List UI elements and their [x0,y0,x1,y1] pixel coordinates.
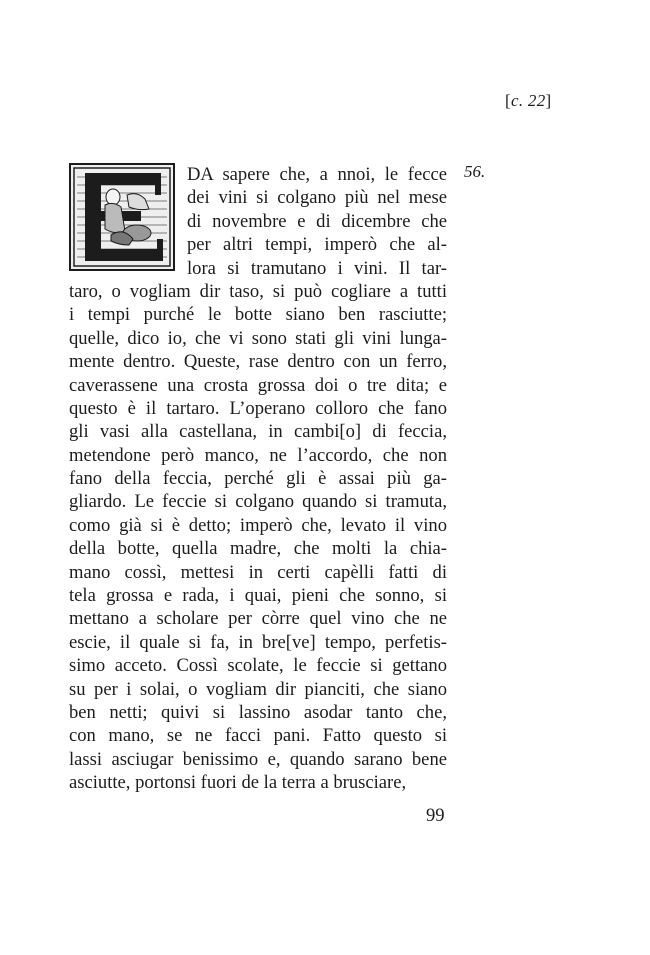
paragraph-line: fano della feccia, perché gli è assai più ga- [69,468,447,490]
paragraph-line: taro, o vogliam dir taso, si può cogliare a tutti [69,280,447,302]
paragraph-line: DA sapere che, a nnoi, le fecce [187,164,447,185]
folio-reference: [c. 22] [505,91,552,110]
paragraph-line: mettano a scholare per còrre quel vino che ne [69,608,447,630]
paragraph-line: su per i solai, o vogliam dir pianciti, che siano [69,678,447,700]
section-number: 56. [464,162,486,181]
paragraph-line: metendone però manco, ne l’accordo, che non [69,444,447,466]
folio-reference-text: c. 22 [510,91,546,110]
paragraph-line: i tempi purché le botte siano ben rasciutte; [69,304,447,326]
paragraph-line: mano cossì, mettesi in certi capèlli fatti di [69,561,447,583]
paragraph-line: per altri tempi, imperò che al- [187,234,447,256]
paragraph-line: con mano, se ne facci pani. Fatto questo si [69,725,447,747]
paragraph-line: lora si tramutano i vini. Il tar- [187,257,447,279]
paragraph-line: simo acceto. Cossì scolate, le feccie si gettano [69,655,447,677]
paragraph-line: gliardo. Le feccie si colgano quando si tramuta, [69,491,447,513]
paragraph-line: questo è il tartaro. L’operano colloro che fano [69,397,447,419]
paragraph-line: lassi asciugar benissimo e, quando sarano bene [69,748,447,770]
paragraph-line: ben netti; quivi si lassino asodar tanto che, [69,701,447,723]
paragraph-line: di novembre e di dicembre che [187,210,447,232]
paragraph-line: della botte, quella madre, che molti la chia- [69,538,447,560]
paragraph-line: quelle, dico io, che vi sono stati gli vini lunga- [69,327,447,349]
paragraph-line: como già si è detto; imperò che, levato il vino [69,514,447,536]
paragraph-line: asciutte, portonsi fuori de la terra a brusciare, [69,772,407,794]
paragraph-line: tela grossa e rada, i quai, pieni che sonno, si [69,585,447,607]
main-paragraph [69,163,447,795]
paragraph-line: gli vasi alla castellana, in cambi[o] di feccia, [69,421,447,443]
paragraph-line: escie, il quale si fa, in bre[ve] tempo, perfetis- [69,631,447,653]
page-number: 99 [426,805,445,826]
paragraph-line: mente dentro. Queste, rase dentro con un ferro, [69,351,447,373]
paragraph-line: caverassene una crosta grossa doi o tre dita; e [69,374,447,396]
paragraph-line: dei vini si colgano più nel mese [187,187,447,209]
